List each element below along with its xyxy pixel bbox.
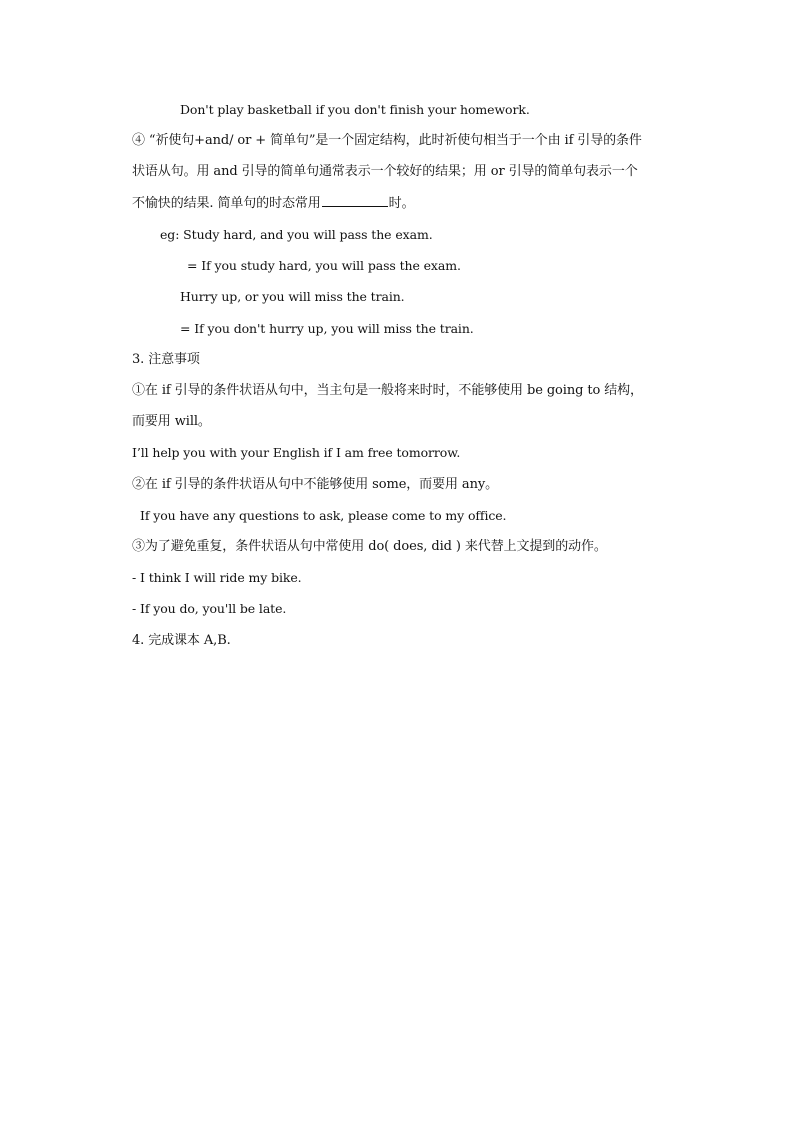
note-1-line-2: 而要用 will。 (132, 414, 211, 429)
note-1-example: I’ll help you with your English if I am free tomorrow. (132, 445, 461, 460)
rule-4-line-3-end: 时。 (388, 196, 415, 211)
note-3-example-1: - I think I will ride my bike. (132, 570, 302, 585)
example-sentence-basketball: Don't play basketball if you don't finish your homework. (180, 102, 530, 117)
note-2-example: If you have any questions to ask, please come to my office. (140, 508, 507, 523)
rule-4-line-1: ④ “祈使句+and/ or + 简单句”是一个固定结构，此时祈使句相当于一个由 if 引导的条件 (132, 133, 642, 148)
example-hurry-up-equivalent: = If you don't hurry up, you will miss the train. (180, 321, 474, 336)
rule-4-line-3-text: 不愉快的结果. 简单句的时态常用 (132, 196, 321, 211)
rule-4-line-3 (132, 194, 414, 213)
note-3: ③为了避免重复，条件状语从句中常使用 do( does, did ) 来代替上文提到的动作。 (132, 539, 607, 554)
example-study-hard-equivalent: = If you study hard, you will pass the exam. (187, 258, 461, 273)
rule-4-line-2: 状语从句。用 and 引导的简单句通常表示一个较好的结果；用 or 引导的简单句表示一个 (132, 164, 638, 179)
note-2: ②在 if 引导的条件状语从句中不能够使用 some，而要用 any。 (132, 477, 498, 492)
example-hurry-up: Hurry up, or you will miss the train. (180, 289, 405, 304)
note-1-line-1: ①在 if 引导的条件状语从句中，当主句是一般将来时时，不能够使用 be going to 结构， (132, 383, 643, 398)
fill-in-blank (322, 194, 388, 207)
note-3-example-2: - If you do, you'll be late. (132, 601, 287, 616)
section-4-task: 4. 完成课本 A,B. (132, 633, 231, 648)
example-study-hard: eg: Study hard, and you will pass the exam. (160, 227, 433, 242)
section-3-heading: 3. 注意事项 (132, 352, 200, 367)
